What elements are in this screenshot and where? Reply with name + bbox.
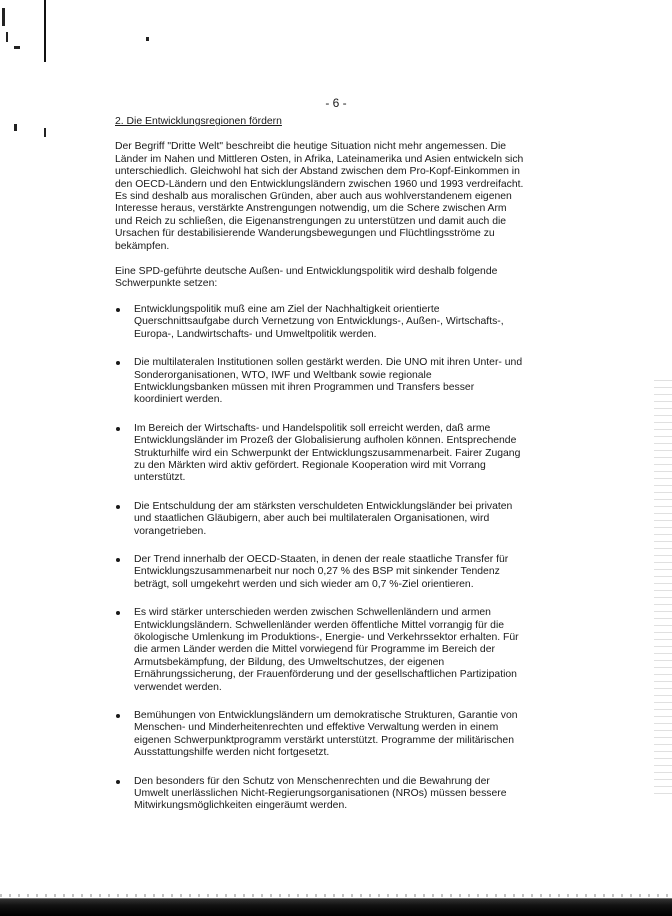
- intro-paragraph: Der Begriff "Dritte Welt" beschreibt die heutige Situation nicht mehr angemessen. Die Länder im Nahen und Mittleren Osten, in Afrika, Lateinamerika und Asien entwickeln sich unterschiedlich. Gleichwohl hat sich der Abstand zwischen dem Pro-Kopf-Einkommen in den OECD-Ländern und den Entwicklungsländern zwischen 1960 und 1993 verdreifacht. Es sind deshalb aus moralischen Gründen, aber auch aus wohlverstandenem eigenen Interesse heraus, verstärkte Anstrengungen notwendig, um die Schere zwischen Arm und Reich zu schließen, die Eigenanstrengungen zu unterstützen und damit auch die Ursachen für destabilisierende Wanderungsbewegungen und Flüchtlingsströme zu bekämpfen.: [115, 141, 524, 252]
- scan-artifact-bottom: [0, 890, 672, 916]
- list-item: Entwicklungspolitik muß eine am Ziel der Nachhaltigkeit orientierte Querschnittsaufgabe durch Vernetzung von Entwicklungs-, Außen-, Wirtschafts-, Europa-, Landwirtschafts- und Umweltpolitik werden.: [115, 304, 525, 341]
- lead-in-paragraph: Eine SPD-geführte deutsche Außen- und Entwicklungspolitik wird deshalb folgende Schwerpunkte setzen:: [115, 266, 498, 290]
- list-item: Der Trend innerhalb der OECD-Staaten, in denen der reale staatliche Transfer für Entwicklungszusammenarbeit nur noch 0,27 % des BSP mit sinkender Tendenz beträgt, soll umgekehrt werden und sich wieder am 0,7 %-Ziel orientieren.: [115, 554, 525, 591]
- list-item: Die Entschuldung der am stärksten verschuldeten Entwicklungsländer bei privaten und staatlichen Gläubigern, aber auch bei multilateralen Organisationen, wird vorangetrieben.: [115, 501, 525, 538]
- bullet-icon: [116, 361, 120, 365]
- list-item: Die multilateralen Institutionen sollen gestärkt werden. Die UNO mit ihren Unter- und Sonderorganisationen, WTO, IWF und Weltbank sowie regionale Entwicklungsbanken müssen mit ihren Programmen und Transfers besser koordiniert werden.: [115, 357, 525, 407]
- priority-list: [115, 304, 525, 813]
- scan-artifact-right: [654, 380, 672, 800]
- bullet-icon: [116, 780, 120, 784]
- section-heading: 2. Die Entwicklungsregionen fördern: [115, 116, 282, 127]
- bullet-icon: [116, 714, 120, 718]
- document-body: [115, 116, 525, 829]
- bullet-icon: [116, 505, 120, 509]
- list-item: Es wird stärker unterschieden werden zwischen Schwellenländern und armen Entwicklungsländern. Schwellenländer werden öffentliche Mittel vorrangig für die ökologische Umlenkung im Produktions-, Energie- und Verkehrssektor erhalten. Für die armen Länder werden die Mittel vorwiegend für Programme im Bereich der Armutsbekämpfung, der Bildung, des Umweltschutzes, der eigenen Ernährungssicherung, der Frauenförderung und der gesellschaftlichen Partizipation verwendet werden.: [115, 607, 525, 694]
- scan-speck: [14, 124, 17, 131]
- list-item: Bemühungen von Entwicklungsländern um demokratische Strukturen, Garantie von Menschen- und Minderheitenrechten und effektive Verwaltung werden in einem eigenen Schwerpunktprogramm verstärkt unterstützt. Programme der militärischen Ausstattungshilfe werden nicht fortgesetzt.: [115, 710, 525, 760]
- list-item: Im Bereich der Wirtschafts- und Handelspolitik soll erreicht werden, daß arme Entwicklungsländer im Prozeß der Globalisierung aufholen können. Entsprechende Strukturhilfe wird ein Schwerpunkt der Entwicklungszusammenarbeit. Fairer Zugang zu den Märkten wird aktiv gefördert. Regionale Kooperation wird mit Vorrang unterstützt.: [115, 423, 525, 485]
- scan-speck: [44, 128, 46, 137]
- bullet-icon: [116, 308, 120, 312]
- scan-artifact-line: [44, 0, 46, 62]
- bullet-icon: [116, 611, 120, 615]
- bullet-icon: [116, 427, 120, 431]
- page-number: - 6 -: [325, 96, 347, 110]
- bullet-icon: [116, 558, 120, 562]
- list-item: Den besonders für den Schutz von Menschenrechten und die Bewahrung der Umwelt unerlässlichen Nicht-Regierungsorganisationen (NROs) müssen bessere Mitwirkungsmöglichkeiten eingeräumt werden.: [115, 776, 525, 813]
- scan-artifact-left: [0, 0, 26, 60]
- scan-speck: [146, 37, 149, 41]
